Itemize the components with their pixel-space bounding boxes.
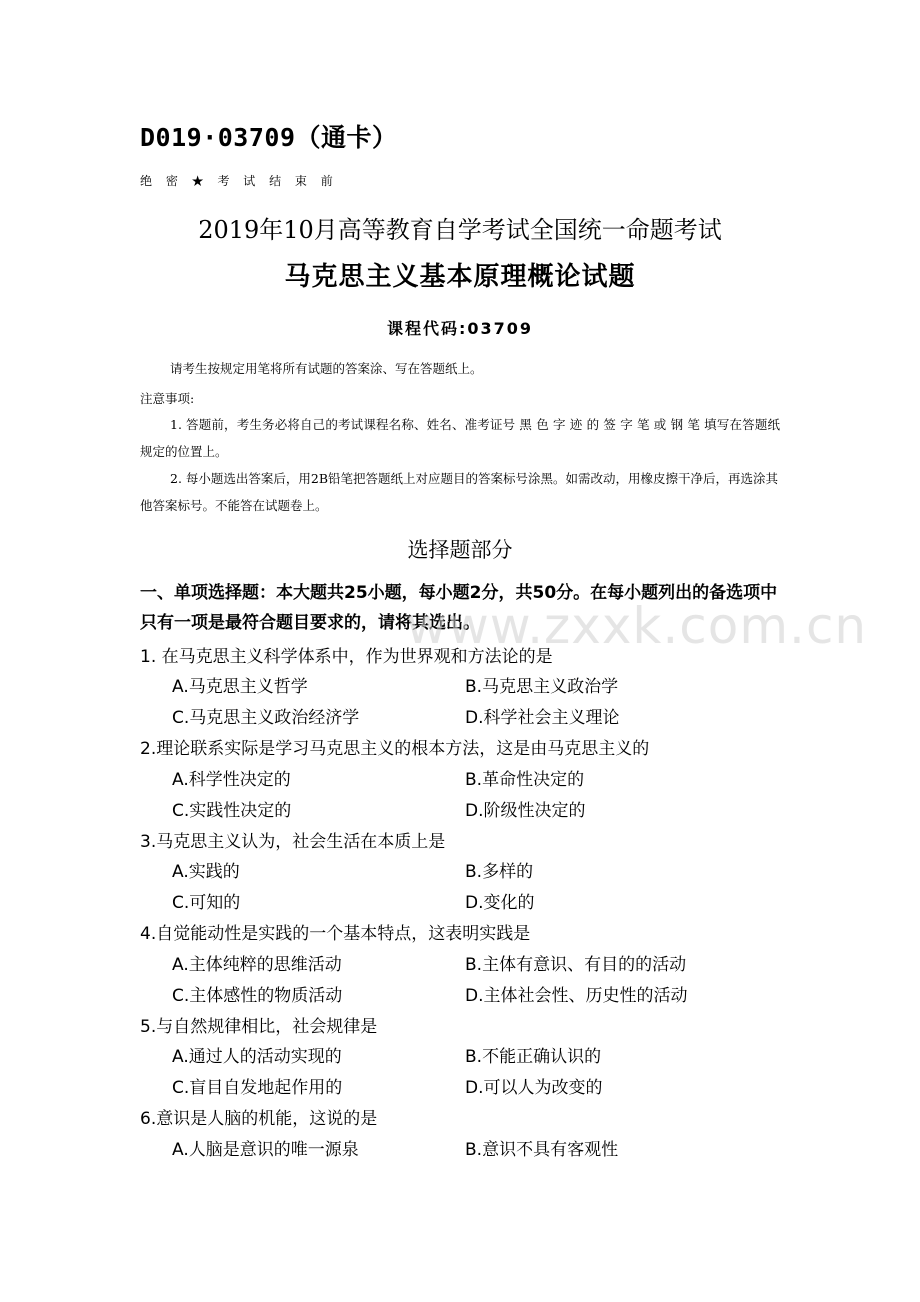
- watermark: www.zxxk.com.cn: [406, 597, 868, 655]
- option-c: C.实践性决定的: [172, 801, 292, 821]
- option-b: B.多样的: [465, 862, 534, 882]
- instruction-line: 请考生按规定用笔将所有试题的答案涂、写在答题纸上。: [170, 361, 483, 376]
- option-a: A.实践的: [172, 862, 240, 882]
- option-c: C.盲目自发地起作用的: [172, 1078, 343, 1098]
- note-2: 2. 每小题选出答案后，用2B铅笔把答题纸上对应题目的答案标号涂黑。如需改动，用橡皮擦干净后，再选涂其他答案标号。不能答在试题卷上。: [140, 471, 779, 513]
- paper-code: D019·03709（通卡）: [140, 123, 398, 152]
- option-c: C.可知的: [172, 893, 241, 913]
- section-title: 选择题部分: [407, 538, 513, 562]
- question-stem: 6.意识是人脑的机能，这说的是: [140, 1109, 378, 1129]
- confidential-mark: 绝 密 ★ 考 试 结 束 前: [140, 174, 338, 188]
- question-stem: 3.马克思主义认为，社会生活在本质上是: [140, 832, 446, 852]
- option-a: A.科学性决定的: [172, 770, 291, 790]
- option-d: D.变化的: [465, 893, 535, 913]
- option-d: D.阶级性决定的: [465, 801, 586, 821]
- option-a: A.主体纯粹的思维活动: [172, 955, 342, 975]
- option-a: A.通过人的活动实现的: [172, 1047, 342, 1067]
- option-d: D.可以人为改变的: [465, 1078, 603, 1098]
- note-1: 1. 答题前，考生务必将自己的考试课程名称、姓名、准考证号 黑 色 字 迹 的 签 字 笔 或 钢 笔 填写在答题纸规定的位置上。: [140, 417, 780, 459]
- part-heading: 一、单项选择题：本大题共25小题，每小题2分，共50分。在每小题列出的备选项中只有一项是最符合题目要求的，请将其选出。: [140, 583, 778, 633]
- option-b: B.意识不具有客观性: [465, 1140, 619, 1160]
- course-code: 课程代码:03709: [386, 319, 534, 338]
- question-stem: 4.自觉能动性是实践的一个基本特点，这表明实践是: [140, 924, 531, 944]
- option-a: A.马克思主义哲学: [172, 677, 308, 697]
- option-d: D.科学社会主义理论: [465, 708, 620, 728]
- option-b: B.不能正确认识的: [465, 1047, 602, 1067]
- question-stem: 1. 在马克思主义科学体系中，作为世界观和方法论的是: [140, 647, 553, 667]
- option-c: C.主体感性的物质活动: [172, 986, 343, 1006]
- option-d: D.主体社会性、历史性的活动: [465, 986, 688, 1006]
- option-b: B.革命性决定的: [465, 770, 585, 790]
- option-b: B.马克思主义政治学: [465, 677, 619, 697]
- question-stem: 2.理论联系实际是学习马克思主义的根本方法，这是由马克思主义的: [140, 739, 650, 759]
- exam-title: 2019年10月高等教育自学考试全国统一命题考试: [198, 216, 722, 244]
- question-stem: 5.与自然规律相比，社会规律是: [140, 1017, 378, 1037]
- notes-title: 注意事项:: [140, 391, 195, 406]
- option-a: A.人脑是意识的唯一源泉: [172, 1140, 359, 1160]
- option-b: B.主体有意识、有目的的活动: [465, 955, 687, 975]
- option-c: C.马克思主义政治经济学: [172, 708, 360, 728]
- subject-title: 马克思主义基本原理概论试题: [284, 262, 636, 292]
